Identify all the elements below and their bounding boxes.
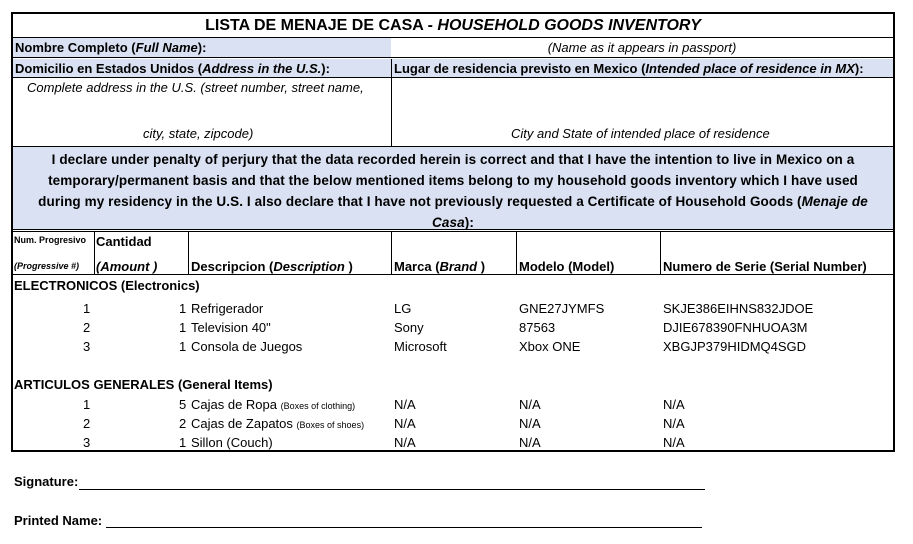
table-cell: 2 [179,416,187,431]
inventory-form [11,12,895,452]
title-main: LISTA DE MENAJE DE CASA - [205,17,438,34]
table-cell: Consola de Juegos [191,339,303,354]
address-hint-line2: city, state, zipcode) [143,126,254,141]
form-title [13,14,893,38]
table-cell: N/A [663,397,685,412]
table-cell: 1 [179,301,187,316]
declaration-end: ): [464,215,474,230]
table-cell: N/A [394,397,416,412]
section-title-electronics: ELECTRONICOS (Electronics) [14,278,200,293]
table-cell: 3 [83,435,91,450]
table-cell: XBGJP379HIDMQ4SGD [663,339,807,354]
table-cell: Sony [394,320,424,335]
table-cell: Sillon (Couch) [191,435,273,450]
fullname-row [13,38,893,58]
table-cell: N/A [663,416,685,431]
col-qty-top: Cantidad [96,234,152,249]
residence-label: Lugar de residencia previsto en Mexico (Intended place of residence in MX): [391,59,893,77]
table-cell: Cajas de Zapatos (Boxes of shoes) [191,416,365,431]
signature-label: Signature: [14,474,79,489]
table-cell: 5 [179,397,187,412]
table-cell: 1 [179,320,187,335]
table-cell: 87563 [519,320,556,335]
table-cell: 2 [83,320,91,335]
declaration [13,146,893,230]
column-headers [13,231,893,275]
fullname-label: Nombre Completo (Full Name): [13,38,391,57]
table-cell: N/A [394,416,416,431]
address-input-row [13,78,893,146]
table-cell: 1 [83,301,91,316]
fullname-field[interactable] [391,38,893,57]
table-cell: N/A [663,435,685,450]
col-num-top: Num. Progresivo [14,235,87,245]
table-cell: 2 [83,416,91,431]
col-description: Descripcion (Description ) [191,259,353,274]
table-cell: DJIE678390FNHUOA3M [663,320,808,335]
table-cell: N/A [394,435,416,450]
declaration-italic: Menaje de Casa [432,194,868,230]
col-model: Modelo (Model) [519,259,615,274]
table-cell: 1 [179,339,187,354]
residence-field[interactable] [391,78,893,146]
address-hint-line1: Complete address in the U.S. (street number, street name, [27,80,364,95]
table-cell: 1 [179,435,187,450]
table-cell: Refrigerador [191,301,264,316]
table-cell: N/A [519,435,541,450]
table-cell: GNE27JYMFS [519,301,605,316]
residence-hint: City and State of intended place of residence [511,126,770,141]
table-cell: Xbox ONE [519,339,581,354]
table-cell: Cajas de Ropa (Boxes of clothing) [191,397,356,412]
table-cell: N/A [519,416,541,431]
table-cell: N/A [519,397,541,412]
signature-line[interactable] [79,489,705,490]
col-num-bottom: (Progressive #) [14,261,80,271]
section-title-general: ARTICULOS GENERALES (General Items) [14,377,273,392]
address-label-row [13,59,893,78]
table-cell: Microsoft [394,339,447,354]
address-field[interactable] [13,78,391,146]
printed-name-label: Printed Name: [14,513,103,528]
col-serial: Numero de Serie (Serial Number) [663,259,867,274]
fullname-hint: (Name as it appears in passport) [547,40,737,55]
table-cell: 1 [83,397,91,412]
table-cell: 3 [83,339,91,354]
printed-name-line[interactable] [106,527,702,528]
col-brand: Marca (Brand ) [394,259,486,274]
col-qty-bottom: (Amount ) [96,259,158,274]
declaration-text: I declare under penalty of perjury that the data recorded herein is correct and that I have the intention to live in Mexico on a temporary/permanent basis and that the below mentioned items belong to my household goods inventory which I have used during my residency in the U.S. I also declare that I have not previously requested a Certificate of Household Goods ( [38,152,858,209]
address-label: Domicilio en Estados Unidos (Address in the U.S.): [13,59,391,77]
table-cell: LG [394,301,412,316]
title-italic: HOUSEHOLD GOODS INVENTORY [437,17,701,34]
table-cell: SKJE386EIHNS832JDOE [663,301,814,316]
table-cell: Television 40" [191,320,271,335]
